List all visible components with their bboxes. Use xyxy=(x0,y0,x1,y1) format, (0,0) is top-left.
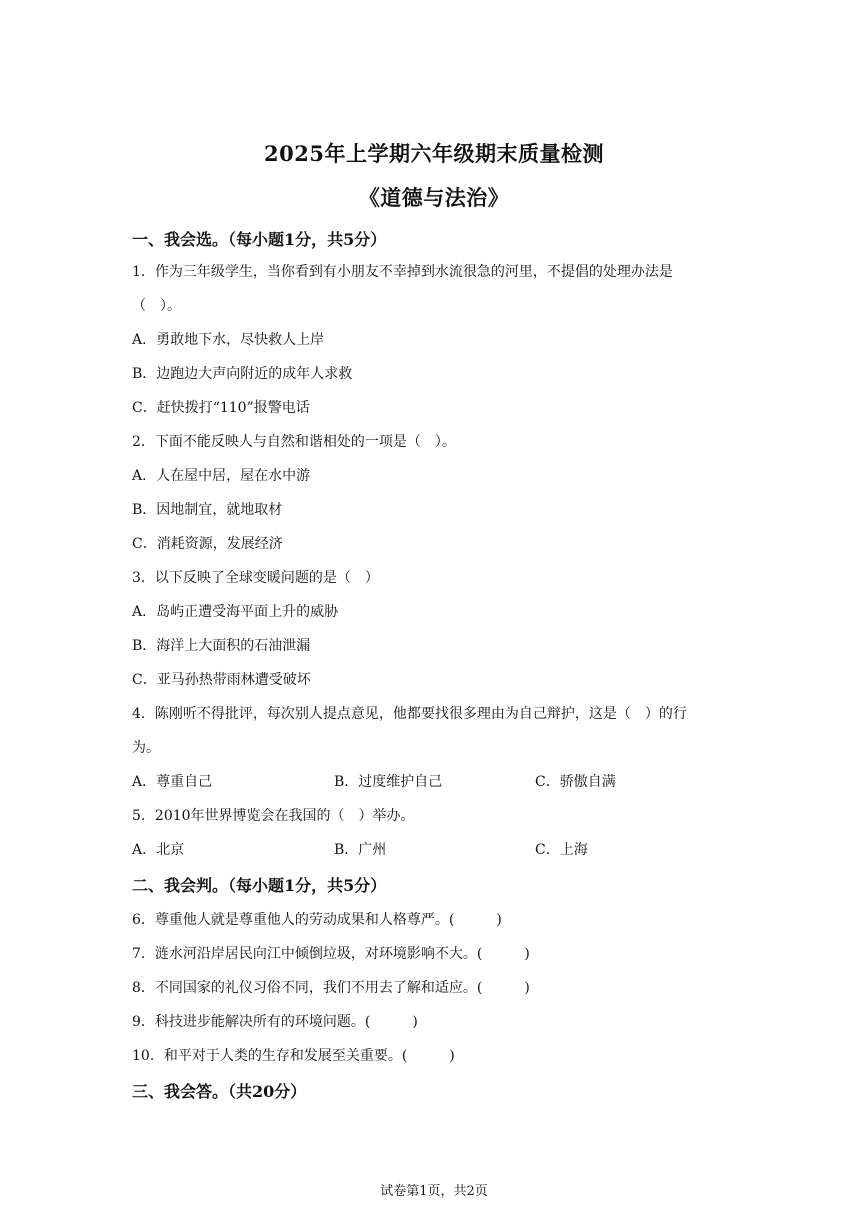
question-5-stem: 5．2010年世界博览会在我国的（ ）举办。 xyxy=(132,808,415,824)
question-3-option-b: B．海洋上大面积的石油泄漏 xyxy=(132,638,311,654)
question-5-option-c: C．上海 xyxy=(535,842,588,858)
question-1-stem-cont: （ ）。 xyxy=(132,298,181,314)
question-1-option-c: C．赶快拨打“110”报警电话 xyxy=(132,400,310,416)
judge-item-8: 8．不同国家的礼仪习俗不同，我们不用去了解和适应。( ) xyxy=(132,980,530,996)
question-3-option-c: C．亚马孙热带雨林遭受破坏 xyxy=(132,672,311,688)
question-3-stem: 3．以下反映了全球变暖问题的是（ ） xyxy=(132,570,379,586)
section-heading-answer: 三、我会答。（共20分） xyxy=(132,1082,307,1101)
question-5-options xyxy=(132,839,752,859)
question-2-option-b: B．因地制宜，就地取材 xyxy=(132,502,283,518)
page-footer: 试卷第1页，共2页 xyxy=(380,1184,488,1199)
question-4-options xyxy=(132,771,752,791)
question-4-option-a: A．尊重自己 xyxy=(132,774,213,790)
question-4-stem: 4．陈刚听不得批评，每次别人提点意见，他都要找很多理由为自己辩护，这是（ ）的行 xyxy=(132,706,687,722)
question-4-stem-cont: 为。 xyxy=(132,740,160,756)
question-1-option-a: A．勇敢地下水，尽快救人上岸 xyxy=(132,332,325,348)
judge-item-7: 7．涟水河沿岸居民向江中倾倒垃圾，对环境影响不大。( ) xyxy=(132,946,530,962)
question-1-stem: 1．作为三年级学生，当你看到有小朋友不幸掉到水流很急的河里，不提倡的处理办法是 xyxy=(132,264,673,280)
exam-subject: 《道德与法治》 xyxy=(358,185,510,210)
question-2-option-c: C．消耗资源，发展经济 xyxy=(132,536,283,552)
question-4-option-b: B．过度维护自己 xyxy=(334,774,443,790)
question-2-stem: 2．下面不能反映人与自然和谐相处的一项是（ ）。 xyxy=(132,434,456,450)
question-5-option-a: A．北京 xyxy=(132,842,185,858)
exam-title: 2025年上学期六年级期末质量检测 xyxy=(264,141,604,166)
question-4-option-c: C．骄傲自满 xyxy=(535,774,616,790)
question-5-option-b: B．广州 xyxy=(334,842,387,858)
judge-item-10: 10．和平对于人类的生存和发展至关重要。( ) xyxy=(132,1048,455,1064)
question-2-option-a: A．人在屋中居，屋在水中游 xyxy=(132,468,311,484)
section-heading-choice: 一、我会选。（每小题1分，共5分） xyxy=(132,230,387,249)
judge-item-9: 9．科技进步能解决所有的环境问题。( ) xyxy=(132,1014,418,1030)
judge-item-6: 6．尊重他人就是尊重他人的劳动成果和人格尊严。( ) xyxy=(132,912,502,928)
question-1-option-b: B．边跑边大声向附近的成年人求救 xyxy=(132,366,353,382)
question-3-option-a: A．岛屿正遭受海平面上升的威胁 xyxy=(132,604,339,620)
section-heading-judge: 二、我会判。（每小题1分，共5分） xyxy=(132,876,387,895)
